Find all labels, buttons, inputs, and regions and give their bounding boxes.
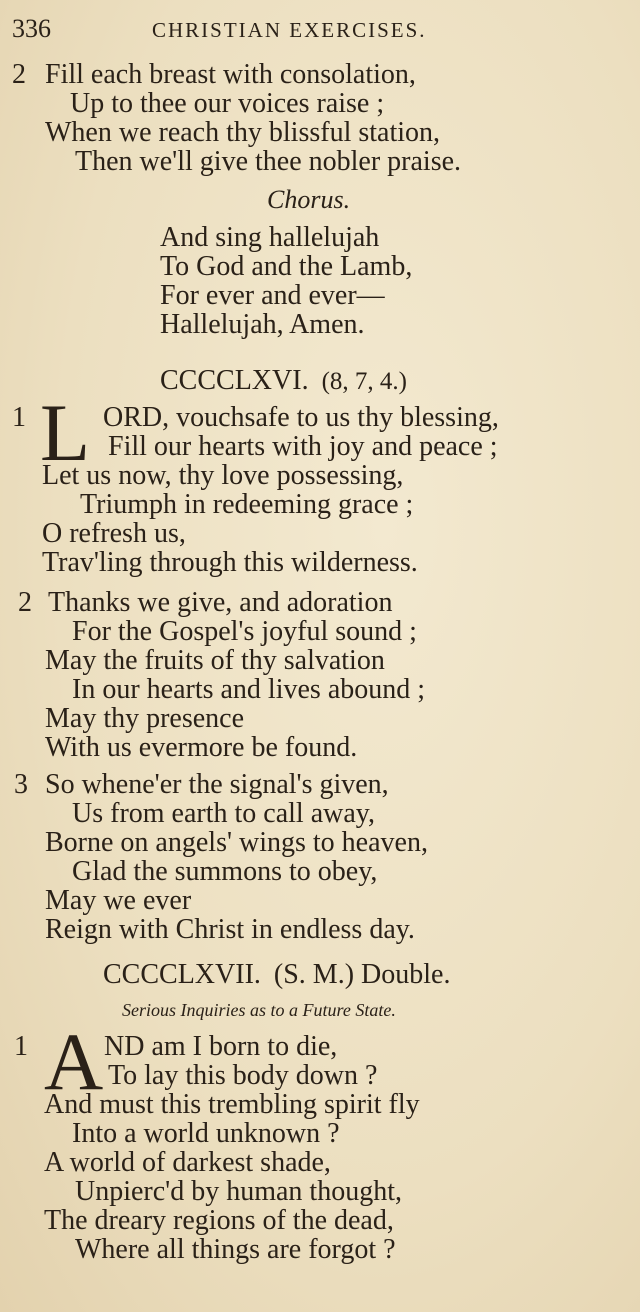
chorus-line: To God and the Lamb,	[160, 251, 413, 282]
verse-number: 1	[12, 402, 26, 433]
verse-line: May we ever	[45, 885, 192, 916]
running-title: CHRISTIAN EXERCISES.	[152, 18, 427, 42]
verse-line: And must this trembling spirit fly	[44, 1089, 420, 1120]
verse-line: O refresh us,	[42, 518, 186, 549]
chorus-line: For ever and ever—	[160, 280, 385, 311]
verse-line: Trav'ling through this wilderness.	[42, 547, 418, 578]
verse-line: In our hearts and lives abound ;	[72, 674, 426, 705]
verse-line: Glad the summons to obey,	[72, 856, 378, 887]
verse-line: Borne on angels' wings to heaven,	[45, 827, 428, 858]
verse-line: With us evermore be found.	[45, 732, 358, 763]
verse-line: Reign with Christ in endless day.	[45, 914, 415, 945]
verse-line: Us from earth to call away,	[72, 798, 375, 829]
verse-line: May the fruits of thy salvation	[45, 645, 385, 676]
verse-line: Let us now, thy love possessing,	[42, 460, 404, 491]
drop-cap: A	[44, 1016, 104, 1107]
verse-line: Fill our hearts with joy and peace ;	[108, 431, 498, 462]
hymn-number: CCCCLXVI.	[160, 365, 309, 396]
drop-cap: L	[40, 387, 91, 478]
chorus-label: Chorus.	[267, 185, 351, 214]
verse-line: For the Gospel's joyful sound ;	[72, 616, 417, 647]
verse-line: Then we'll give thee nobler praise.	[75, 146, 462, 177]
verse-line: So whene'er the signal's given,	[45, 769, 389, 800]
verse-line: Unpierc'd by human thought,	[75, 1176, 402, 1207]
verse-line: Into a world unknown ?	[72, 1118, 340, 1149]
hymn-subtitle: Serious Inquiries as to a Future State.	[122, 1000, 396, 1020]
verse-line: To lay this body down ?	[108, 1060, 378, 1091]
verse-line: May thy presence	[45, 703, 245, 734]
hymn-title	[160, 366, 407, 397]
verse-number: 1	[14, 1031, 28, 1062]
verse-line: ND am I born to die,	[104, 1031, 338, 1062]
verse-line: Thanks we give, and adoration	[48, 587, 393, 618]
verse-number: 2	[18, 587, 32, 618]
chorus-line: And sing hallelujah	[160, 222, 380, 253]
page-number: 336	[12, 14, 51, 43]
hymn-meter: (S. M.) Double.	[273, 959, 451, 990]
hymn-number: CCCCLXVII.	[103, 959, 261, 990]
verse-line: ORD, vouchsafe to us thy blessing,	[103, 402, 499, 433]
verse-number: 3	[14, 769, 28, 800]
verse-line: Where all things are forgot ?	[75, 1234, 396, 1265]
verse-line: When we reach thy blissful station,	[45, 117, 441, 148]
hymn-meter: (8, 7, 4.)	[321, 368, 407, 395]
hymn-title	[103, 960, 450, 990]
verse-line: Triumph in redeeming grace ;	[80, 489, 414, 520]
verse-line: Up to thee our voices raise ;	[70, 88, 385, 119]
verse-line: Fill each breast with consolation,	[45, 59, 416, 90]
chorus-line: Hallelujah, Amen.	[160, 309, 365, 340]
verse-line: A world of darkest shade,	[44, 1147, 331, 1178]
verse-number: 2	[12, 59, 26, 90]
verse-line: The dreary regions of the dead,	[44, 1205, 394, 1236]
